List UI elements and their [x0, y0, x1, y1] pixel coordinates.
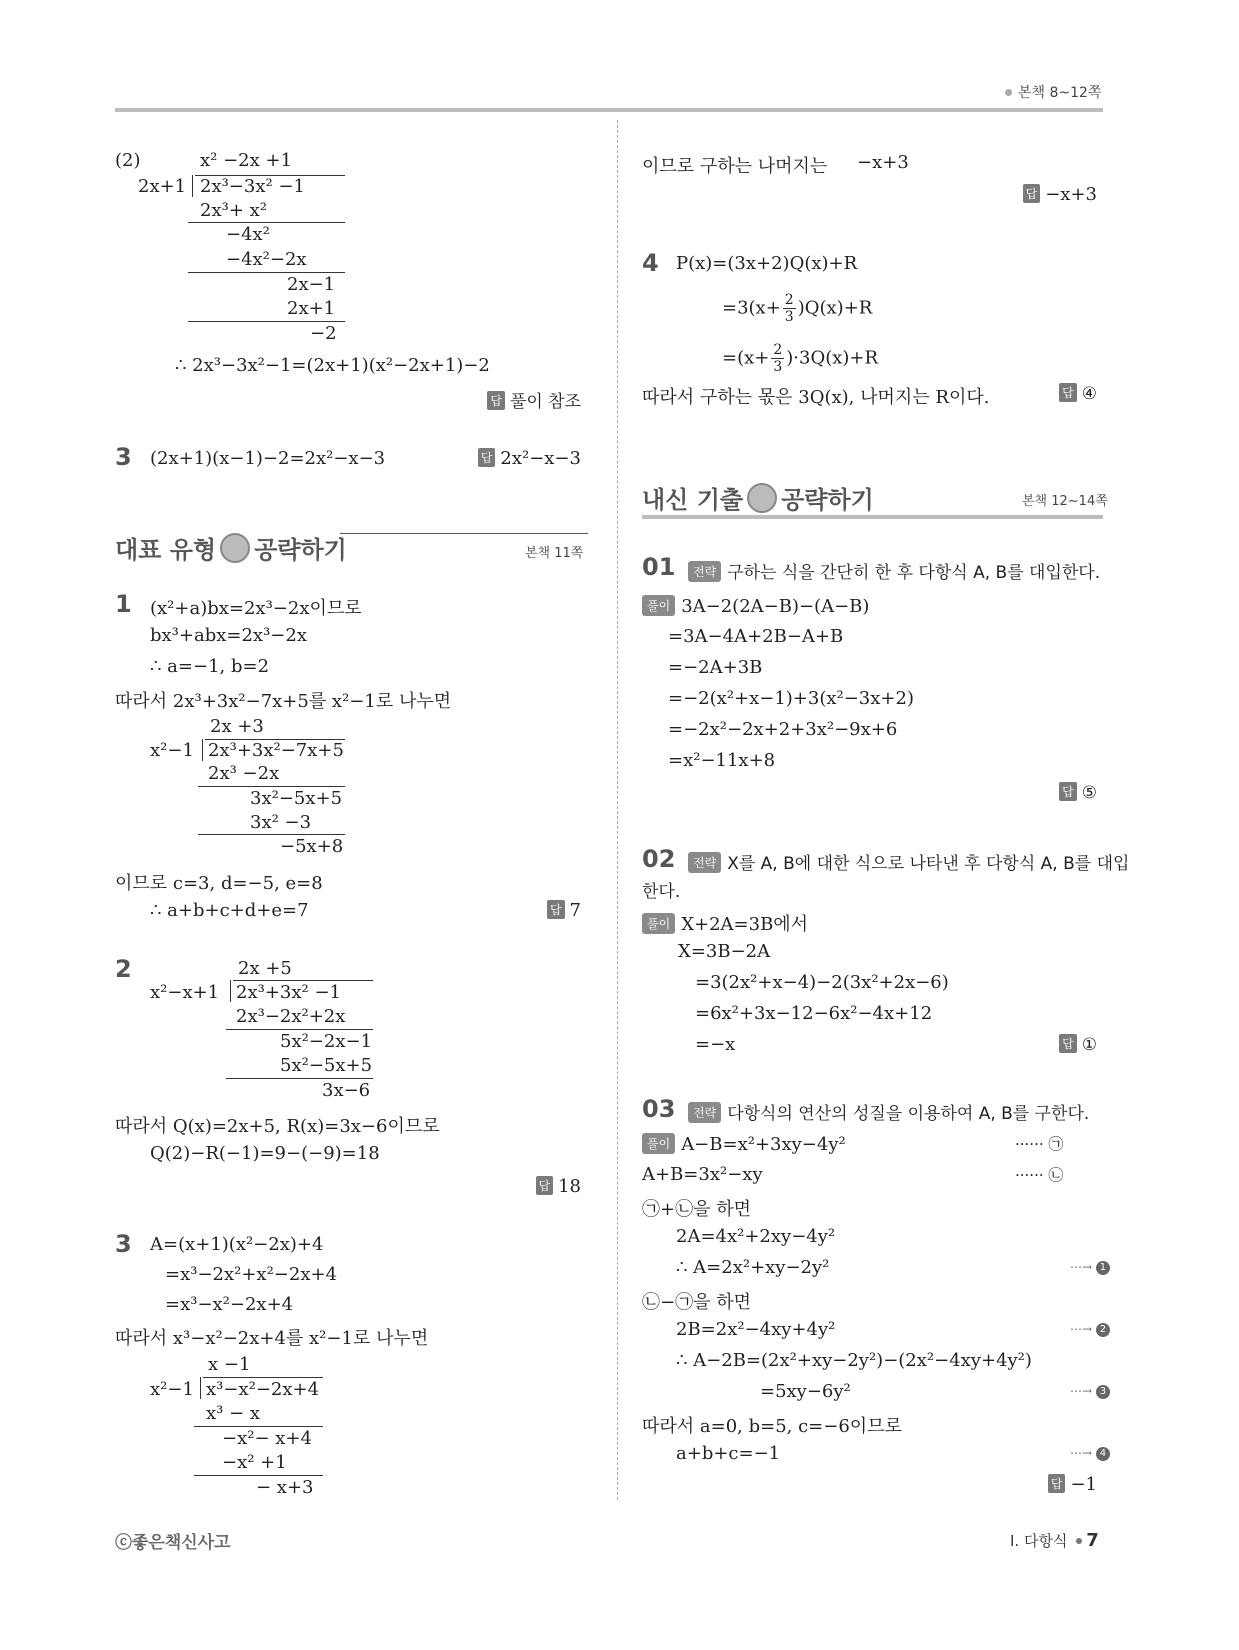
s03-l7: 2B=2x²−4xy+4y² — [676, 1319, 836, 1340]
s02-strategy-cont: 한다. — [642, 882, 681, 902]
section-ref-left: 본책 11쪽 — [525, 546, 584, 561]
q4-line1: P(x)=(3x+2)Q(x)+R — [676, 253, 858, 274]
q3-divisor: x²−1 — [150, 1379, 194, 1400]
p2-quotient: x² −2x +1 — [200, 150, 293, 171]
fraction: $\frac{2}{3}$ — [773, 342, 783, 375]
q2-quotient: 2x +5 — [238, 958, 292, 979]
q3cont-expr: −x+3 — [857, 152, 909, 173]
q1-step: 3x²−5x+5 — [250, 788, 343, 809]
q1-line: ∴ a=−1, b=2 — [150, 656, 270, 677]
q1-line: bx³+abx=2x³−2x — [150, 625, 307, 646]
p2-step: −2 — [310, 323, 337, 344]
q1-step: 2x³ −2x — [208, 763, 280, 784]
s02-line: =−x — [695, 1034, 736, 1055]
q2-bracket — [230, 980, 231, 1002]
p2-step: 2x−1 — [287, 274, 336, 295]
fraction: $\frac{2}{3}$ — [784, 292, 794, 325]
s03-step3-marker: ⋯→ 3 — [1070, 1384, 1110, 1399]
footer-publisher: ⓒ좋은책신사고 — [115, 1533, 231, 1553]
s03-step1-marker: ⋯→ 1 — [1070, 1260, 1110, 1275]
q1-divisor: x²−1 — [150, 740, 194, 761]
s03-l1: 풀이 A−B=x²+3xy−4y² — [642, 1133, 846, 1155]
s03-strategy: 전략 다항식의 연산의 성질을 이용하여 A, B를 구한다. — [688, 1099, 1089, 1124]
header-ref: 본책 8~12쪽 — [1005, 82, 1101, 102]
s02-line: =3(2x²+x−4)−2(3x²+2x−6) — [695, 972, 949, 993]
s03-l1-marker: ······ ㉠ — [1015, 1135, 1064, 1153]
answer-badge: 답 — [1059, 383, 1077, 402]
q3-line: =x³−2x²+x²−2x+4 — [165, 1264, 338, 1285]
q1-dividend: 2x³+3x²−7x+5 — [208, 740, 344, 761]
s03-number: 03 — [642, 1095, 676, 1123]
q3-rule — [194, 1475, 323, 1476]
q3-bracket — [200, 1377, 201, 1399]
q3-step: − x+3 — [256, 1477, 314, 1498]
p2-rule — [188, 222, 345, 223]
p2-step: −4x²−2x — [226, 249, 307, 270]
q4-number: 4 — [642, 249, 659, 277]
q1-conclusion: ∴ a+b+c+d+e=7 — [150, 900, 309, 921]
s03-l8: ∴ A−2B=(2x²+xy−2y²)−(2x²−4xy+4y²) — [676, 1350, 1032, 1371]
q2-rule — [226, 1029, 373, 1030]
s01-line: =3A−4A+2B−A+B — [668, 626, 844, 647]
q3-step: x³ − x — [206, 1403, 261, 1424]
q1-bracket — [202, 739, 203, 761]
p2-conclusion: ∴ 2x³−3x²−1=(2x+1)(x²−2x+1)−2 — [175, 355, 490, 376]
s03-l4: 2A=4x²+2xy−4y² — [676, 1226, 836, 1247]
s01-number: 01 — [642, 553, 676, 581]
section-ref-right: 본책 12~14쪽 — [1022, 494, 1108, 509]
q2-number: 2 — [115, 955, 132, 983]
q2-line: Q(2)−R(−1)=9−(−9)=18 — [150, 1143, 380, 1164]
q2-step: 2x³−2x²+2x — [236, 1006, 346, 1027]
s02-line: X=3B−2A — [678, 941, 771, 962]
q3-step: −x²− x+4 — [222, 1428, 312, 1449]
s01-strategy: 전략 구하는 식을 간단히 한 후 다항식 A, B를 대입한다. — [688, 558, 1100, 583]
header-rule — [115, 108, 1103, 112]
step-bullet-icon: 4 — [1096, 1447, 1110, 1461]
q3-dividend: x³−x²−2x+4 — [206, 1379, 320, 1400]
p3-expr: (2x+1)(x−1)−2=2x²−x−3 — [150, 448, 386, 469]
q3-line: A=(x+1)(x²−2x)+4 — [150, 1234, 324, 1255]
step-bullet-icon: 3 — [1096, 1385, 1110, 1399]
q3-step: −x² +1 — [222, 1452, 287, 1473]
s03-step4-marker: ⋯→ 4 — [1070, 1446, 1110, 1461]
header-dot-icon — [1005, 89, 1012, 96]
q4-line2: =3(x+ $\frac{2}{3}$ )Q(x)+R — [722, 292, 873, 325]
q1-line: 따라서 2x³+3x²−7x+5를 x²−1로 나누면 — [115, 691, 452, 712]
q1-step: −5x+8 — [280, 836, 344, 857]
section-title-left: 대표 유형 공략하기 — [115, 530, 347, 565]
page-number: 7 — [1086, 1530, 1099, 1551]
s01-line: =−2A+3B — [668, 657, 763, 678]
s01-line: =−2x²−2x+2+3x²−9x+6 — [668, 719, 898, 740]
s03-l2: A+B=3x²−xy — [642, 1164, 763, 1185]
s02-strategy: 전략 X를 A, B에 대한 식으로 나타낸 후 다항식 A, B를 대입 — [688, 849, 1129, 874]
q4-line3: =(x+ $\frac{2}{3}$ )·3Q(x)+R — [722, 342, 879, 375]
p2-rule — [188, 272, 345, 273]
q1-rule — [198, 786, 345, 787]
s02-answer: 답 ① — [1059, 1034, 1097, 1055]
answer-badge: 답 — [1023, 184, 1041, 203]
q2-vinculum — [233, 980, 373, 981]
footer-dot-icon — [1076, 1538, 1082, 1544]
q3-number: 3 — [115, 1230, 132, 1258]
q3cont-text: 이므로 구하는 나머지는 — [642, 156, 828, 177]
s03-l10: 따라서 a=0, b=5, c=−6이므로 — [642, 1416, 902, 1437]
solution-tag: 풀이 — [642, 1133, 675, 1154]
p2-rule — [188, 321, 345, 322]
p2-step: 2x³+ x² — [200, 200, 267, 221]
q1-line: (x²+a)bx=2x³−2x이므로 — [150, 598, 362, 619]
strategy-tag: 전략 — [688, 1102, 721, 1123]
answer-badge: 답 — [1059, 1034, 1077, 1053]
answer-badge: 답 — [547, 900, 565, 919]
q3-quotient: x −1 — [208, 1354, 251, 1375]
s01-line: 풀이 3A−2(2A−B)−(A−B) — [642, 595, 869, 617]
s02-number: 02 — [642, 845, 676, 873]
section-title-right: 내신 기출 공략하기 — [642, 480, 874, 515]
q2-step: 5x²−2x−1 — [280, 1031, 373, 1052]
q1-rule — [198, 834, 345, 835]
s03-l11: a+b+c=−1 — [676, 1443, 781, 1464]
s03-l6: ㉡−㉠을 하면 — [642, 1292, 751, 1313]
s03-l2-marker: ······ ㉡ — [1015, 1166, 1064, 1184]
q1-answer: 답 7 — [547, 900, 581, 921]
s03-answer: 답 −1 — [1048, 1474, 1097, 1495]
s01-line: =−2(x²+x−1)+3(x²−3x+2) — [668, 688, 914, 709]
p3-number: 3 — [115, 443, 132, 471]
p2-label: (2) — [115, 150, 141, 171]
step-bullet-icon: 1 — [1096, 1261, 1110, 1275]
step-bullet-icon: 2 — [1096, 1323, 1110, 1337]
q2-rule — [226, 1078, 373, 1079]
q4-answer: 답 ④ — [1059, 383, 1097, 404]
s03-l3: ㉠+㉡을 하면 — [642, 1199, 751, 1220]
q1-after: 이므로 c=3, d=−5, e=8 — [115, 873, 323, 894]
q1-number: 1 — [115, 590, 132, 618]
q4-conclusion: 따라서 구하는 몫은 3Q(x), 나머지는 R이다. — [642, 387, 990, 408]
q1-quotient: 2x +3 — [210, 716, 264, 737]
p2-step: −4x² — [226, 224, 270, 245]
q2-dividend: 2x³+3x² −1 — [236, 982, 341, 1003]
answer-badge: 답 — [487, 391, 505, 410]
solution-tag: 풀이 — [642, 595, 675, 616]
column-divider — [617, 120, 618, 1500]
q3-line: 따라서 x³−x²−2x+4를 x²−1로 나누면 — [115, 1328, 429, 1349]
answer-badge: 답 — [536, 1176, 554, 1195]
p3-answer: 답 2x²−x−3 — [478, 448, 581, 469]
section-rule-right — [642, 515, 1103, 519]
q2-line: 따라서 Q(x)=2x+5, R(x)=3x−6이므로 — [115, 1116, 440, 1137]
q2-step: 5x²−5x+5 — [280, 1055, 373, 1076]
q3-line: =x³−x²−2x+4 — [165, 1294, 294, 1315]
q3cont-answer: 답 −x+3 — [1023, 184, 1097, 205]
p2-divisor: 2x+1 — [138, 176, 187, 197]
s03-step2-marker: ⋯→ 2 — [1070, 1322, 1110, 1337]
q3-rule — [194, 1426, 323, 1427]
s01-answer: 답 ⑤ — [1059, 782, 1097, 803]
answer-badge: 답 — [1059, 782, 1077, 801]
mascot-icon — [747, 483, 777, 513]
section-rule — [340, 533, 588, 534]
q1-step: 3x² −3 — [250, 812, 312, 833]
p2-step: 2x+1 — [287, 298, 336, 319]
s03-l5: ∴ A=2x²+xy−2y² — [676, 1257, 830, 1278]
q3-vinculum — [203, 1377, 323, 1378]
solution-tag: 풀이 — [642, 913, 675, 934]
q2-answer: 답 18 — [536, 1176, 582, 1197]
p2-answer: 답 풀이 참조 — [487, 387, 581, 412]
p2-dividend: 2x³−3x² −1 — [200, 176, 305, 197]
q2-divisor: x²−x+1 — [150, 982, 220, 1003]
s02-line: 풀이 X+2A=3B에서 — [642, 910, 808, 936]
footer-chapter: Ⅰ. 다항식 7 — [1010, 1530, 1099, 1551]
strategy-tag: 전략 — [688, 561, 721, 582]
answer-badge: 답 — [478, 448, 496, 467]
s02-line: =6x²+3x−12−6x²−4x+12 — [695, 1003, 933, 1024]
s03-l9: =5xy−6y² — [760, 1381, 851, 1402]
p2-bracket — [192, 175, 193, 197]
answer-badge: 답 — [1048, 1474, 1066, 1493]
strategy-tag: 전략 — [688, 852, 721, 873]
s01-line: =x²−11x+8 — [668, 750, 776, 771]
q2-step: 3x−6 — [322, 1080, 371, 1101]
mascot-icon — [220, 533, 250, 563]
